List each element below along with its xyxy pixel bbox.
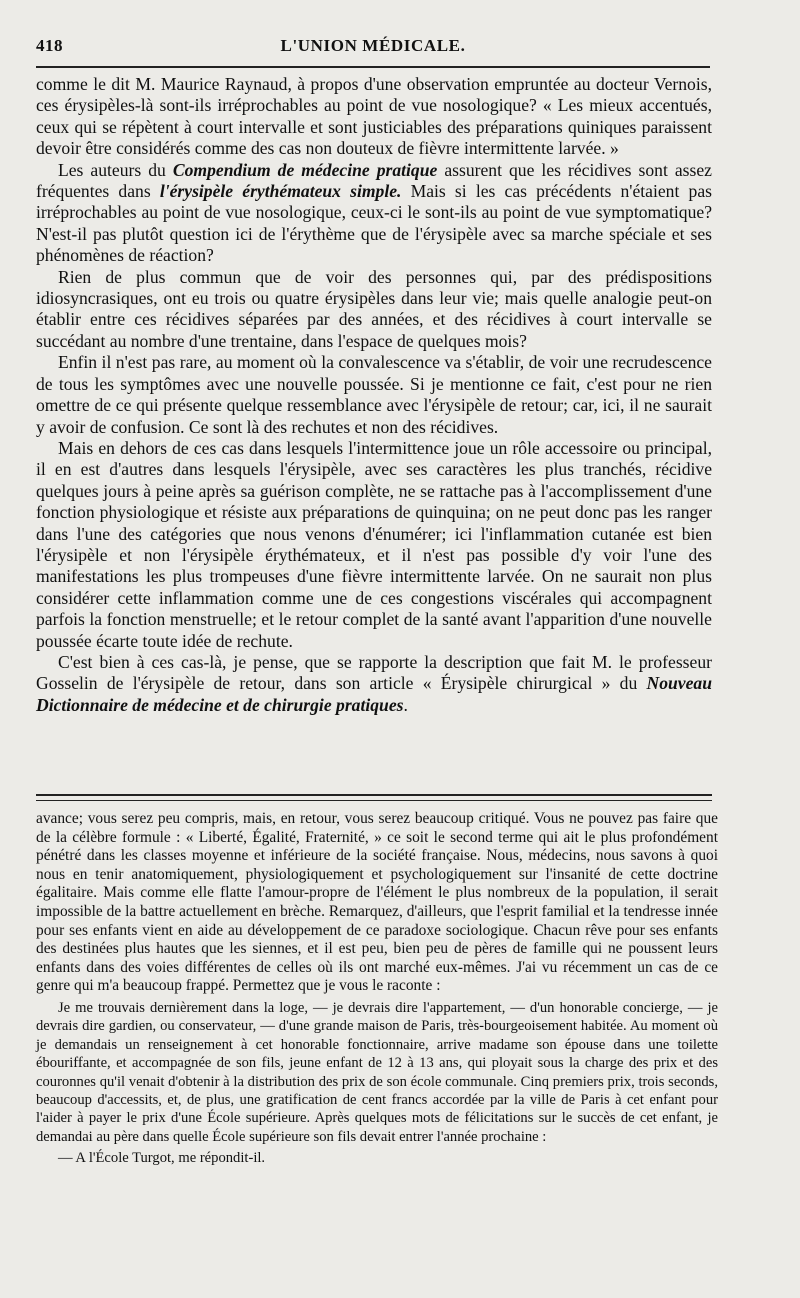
page-header	[36, 36, 710, 60]
paragraph-2	[36, 160, 712, 267]
erysipele-term: l'érysipèle érythémateux simple.	[159, 181, 402, 202]
feuilleton-paragraph-2: Je me trouvais dernièrement dans la loge, — je devrais dire l'appartement, — d'un honorable concierge, — je devrais dire gardien, ou conservateur, — d'une grande maison de Paris, très-bourgeoisement habitée. Au moment où je demandais un renseignement à cet honorable fonctionnaire, arrive madame son épouse dans une toilette ébouriffante, et accompagnée de son fils, jeune enfant de 12 à 13 ans, qui ployait sous la charge des prix et des couronnes qu'il venait d'obtenir à la distribution des prix de son école communale. Cinq premiers prix, trois seconds, beaucoup d'accessits, et, de plus, une gratification de cent francs accordée par la ville de Paris à cet enfant pour l'aider à payer le prix d'une École supérieure. Après quelques mots de félicitations sur le succès de cet enfant, je demandai au père dans quelle École supérieure son fils devait entrer l'année prochaine :	[36, 999, 718, 1145]
dictionary-title: Nouveau Dictionnaire de médecine et de chirurgie pratiques	[36, 673, 712, 715]
feuilleton-text	[36, 810, 718, 1168]
feuilleton-paragraph-3: — A l'École Turgot, me répondit-il.	[58, 1150, 266, 1167]
paragraph-5: Mais en dehors de ces cas dans lesquels l'intermittence joue un rôle accessoire ou principal, il en est d'autres dans lesquels l'érysipèle, avec ses caractères les plus tranchés, récidive quelques jours à peine après sa guérison complète, ne se rattache pas à l'accomplissement d'une fonction physiologique et résiste aux préparations de quinquina; on ne peut donc pas les ranger dans l'une des catégories que nous venons d'énumérer; ici l'inflammation cutanée est bien l'érysipèle et non l'érysipèle érythémateux, et il n'est pas possible d'y voir l'une des manifestations les plus trompeuses d'une fièvre intermittente larvée. On ne saurait non plus considérer cette inflammation comme une de ces congestions viscérales qui accompagnent parfois la fonction menstruelle; et le retour complet de la santé avant l'apparition d'une nouvelle poussée écarte toute idée de rechute.	[36, 437, 712, 651]
paragraph-6-text-c: .	[403, 694, 408, 715]
feuilleton-paragraph-1: avance; vous serez peu compris, mais, en retour, vous serez beaucoup critiqué. Vous ne pouvez pas faire que de la célèbre formule : « Liberté, Égalité, Fraternité, » ce soit le second terme qui ait le plus profondément pénétré dans les classes moyenne et inférieure de la société française. Nous, médecins, nous savons à quoi nous en tenir anatomiquement, physiologiquement et psychologiquement sur l'insanité de cette doctrine égalitaire. Mais comme elle flatte l'amour-propre de l'élément le plus nombreux de la population, il serait impossible de la battre actuellement en brèche. Remarquez, d'ailleurs, que l'esprit familial et la tendresse innée pour ses enfants vient en aide au développement de ce paradoxe sociologique. Chacun rêve pour ses enfants des destinées plus hautes que les siennes, et il est peu, bien peu de pères de famille qui ne poussent leurs enfants dans des voies différentes de celles où ils ont marché eux-mêmes. J'ai vu récemment un cas de ce genre qui m'a beaucoup frappé. Permettez que je vous le raconte :	[36, 810, 718, 995]
paragraph-4: Enfin il n'est pas rare, au moment où la convalescence va s'établir, de voir une recrudescence de tous les symptômes avec une nouvelle poussée. Si je mentionne ce fait, c'est pour ne rien omettre de ce qui présente quelque ressemblance avec l'érysipèle de retour; car, ici, il ne saurait y avoir de confusion. Ce sont là des rechutes et non des récidives.	[36, 352, 712, 437]
compendium-title: Compendium de médecine pratique	[172, 159, 438, 180]
paragraph-6	[36, 652, 712, 716]
paragraph-2-text-c: assurent que les récidives sont assez fréquentes dans	[36, 159, 712, 202]
feuilleton-divider-thick	[36, 794, 712, 796]
paragraph-2-text-a: Les auteurs du	[58, 159, 173, 180]
page-number: 418	[36, 36, 63, 55]
paragraph-6-text-a: C'est bien à ces cas-là, je pense, que se rapporte la description que fait M. le professeur Gosselin de l'érysipèle de retour, dans son article « Érysipèle chirurgical » du	[36, 651, 712, 694]
main-article-text	[36, 74, 712, 716]
bottom-margin	[36, 1240, 712, 1280]
paragraph-2-text-e: Mais si les cas précédents n'étaient pas irréprochables au point de vue nosologique, ceux-ci le sont-ils au point de vue symptomatique? N'est-il pas plutôt question ici de l'érythème que de l'érysipèle avec sa marche spéciale et ses phénomènes de réaction?	[36, 181, 712, 266]
paragraph-1: comme le dit M. Maurice Raynaud, à propos d'une observation empruntée au docteur Vernois, ces érysipèles-là sont-ils irréprochables au point de vue nosologique? « Les mieux accentués, ceux qui se répètent à court intervalle et sont justiciables des préparations quiniques paraissent devoir être considérés comme des cas non douteux de fièvre intermittente larvée. »	[36, 74, 712, 159]
header-rule	[36, 66, 710, 68]
running-title: L'UNION MÉDICALE.	[280, 36, 466, 55]
feuilleton-divider-thin	[36, 800, 712, 801]
paragraph-3: Rien de plus commun que de voir des personnes qui, par des prédispositions idiosyncrasiques, ont eu trois ou quatre érysipèles dans leur vie; mais quelle analogie peut-on établir entre ces récidives séparées par des années, et des récidives à court intervalle se succédant au nombre d'une trentaine, dans l'espace de quelques mois?	[36, 266, 712, 351]
